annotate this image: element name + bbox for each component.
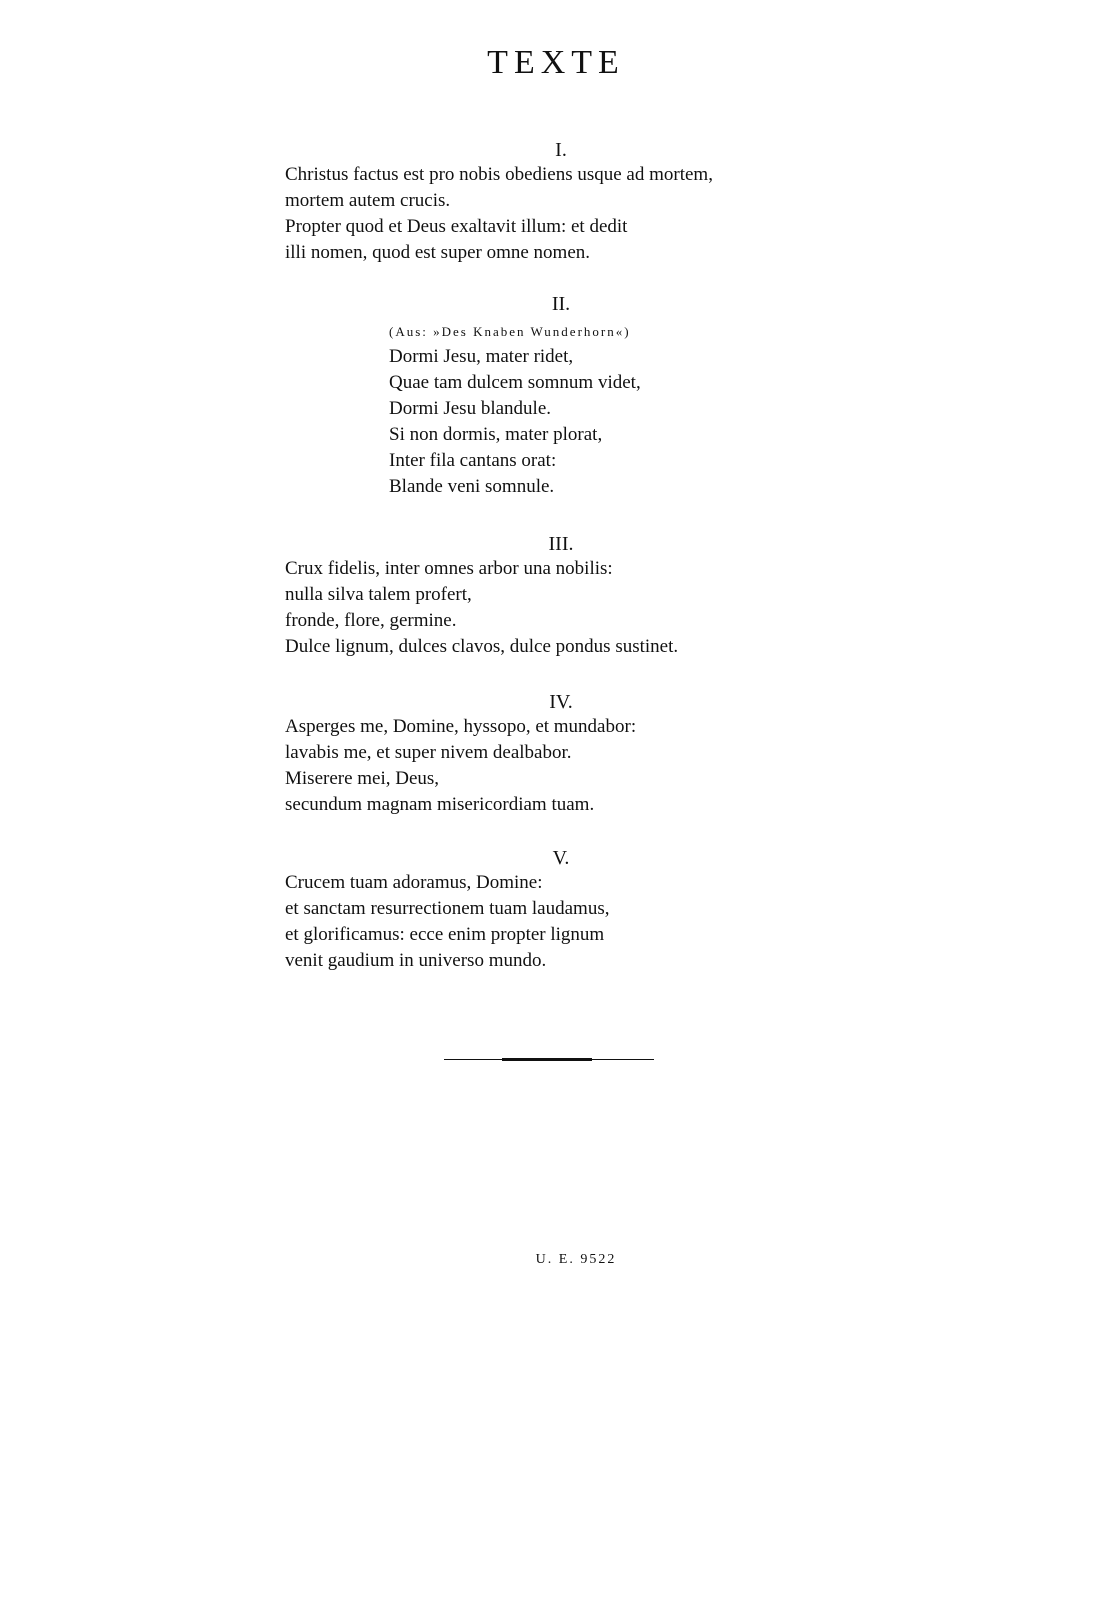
source-note: (Aus: »Des Knaben Wunderhorn«)	[389, 324, 631, 339]
verse-line: Christus factus est pro nobis obediens usque ad mortem,	[285, 164, 713, 185]
verse-line: Crucem tuam adoramus, Domine:	[285, 872, 543, 893]
divider-rule-thick	[502, 1058, 592, 1061]
verse-line: venit gaudium in universo mundo.	[285, 950, 547, 971]
verse-lines	[0, 344, 1112, 500]
verse-line: lavabis me, et super nivem dealbabor.	[285, 742, 572, 763]
verse-line: Asperges me, Domine, hyssopo, et mundabor:	[285, 716, 637, 737]
verse-line: fronde, flore, germine.	[285, 610, 457, 631]
section-numeral: V.	[552, 847, 570, 869]
verse-line: et glorificamus: ecce enim propter lignum	[285, 924, 605, 945]
verse-line: illi nomen, quod est super omne nomen.	[285, 242, 591, 263]
section-numeral: IV.	[549, 691, 573, 713]
verse-line: Si non dormis, mater plorat,	[389, 424, 603, 445]
section-numeral: II.	[551, 293, 571, 315]
verse-line: Propter quod et Deus exaltavit illum: et dedit	[285, 216, 628, 237]
page-title: TEXTE	[487, 44, 625, 81]
catalog-number: U. E. 9522	[535, 1252, 617, 1267]
verse-line: secundum magnam misericordiam tuam.	[285, 794, 595, 815]
text-section-4	[0, 690, 1112, 818]
verse-line: Blande veni somnule.	[389, 476, 555, 497]
verse-line: Quae tam dulcem somnum videt,	[389, 372, 641, 393]
verse-lines	[0, 714, 1112, 818]
verse-line: Inter fila cantans orat:	[389, 450, 557, 471]
text-section-5	[0, 846, 1112, 974]
verse-line: Crux fidelis, inter omnes arbor una nobilis:	[285, 558, 613, 579]
text-section-1	[0, 138, 1112, 266]
verse-line: Dormi Jesu blandule.	[389, 398, 552, 419]
verse-lines	[0, 556, 1112, 660]
verse-line: nulla silva talem profert,	[285, 584, 472, 605]
text-section-2	[0, 292, 1112, 500]
verse-line: et sanctam resurrectionem tuam laudamus,	[285, 898, 610, 919]
section-numeral: III.	[548, 533, 574, 555]
verse-lines	[0, 162, 1112, 266]
verse-line: Dormi Jesu, mater ridet,	[389, 346, 574, 367]
section-numeral: I.	[555, 139, 567, 161]
verse-lines	[0, 870, 1112, 974]
verse-line: mortem autem crucis.	[285, 190, 451, 211]
verse-line: Dulce lignum, dulces clavos, dulce pondus sustinet.	[285, 636, 679, 657]
verse-line: Miserere mei, Deus,	[285, 768, 440, 789]
text-section-3	[0, 532, 1112, 660]
